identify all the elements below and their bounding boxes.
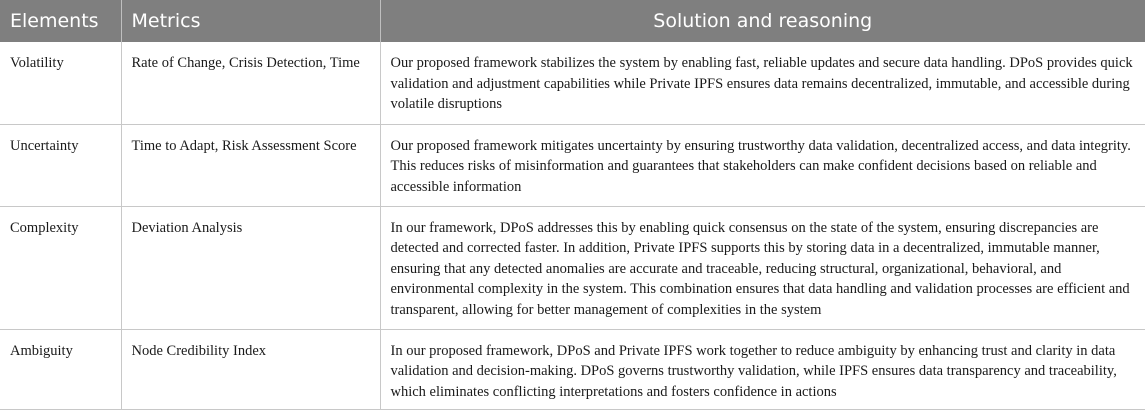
- cell-element: Complexity: [0, 206, 121, 329]
- cell-metrics: Deviation Analysis: [121, 206, 380, 329]
- table-body: [0, 42, 1145, 409]
- cell-element: Ambiguity: [0, 329, 121, 409]
- table-row: [0, 329, 1145, 409]
- cell-metrics: Time to Adapt, Risk Assessment Score: [121, 124, 380, 206]
- cell-solution: Our proposed framework mitigates uncertainty by ensuring trustworthy data validation, decentralized access, and data integrity. This reduces risks of misinformation and guarantees that stakeholders can make confident decisions based on reliable and accessible information: [380, 124, 1145, 206]
- cell-solution: Our proposed framework stabilizes the system by enabling fast, reliable updates and secure data handling. DPoS provides quick validation and adjustment capabilities while Private IPFS ensures data remains decentralized, immutable, and accessible during volatile disruptions: [380, 42, 1145, 124]
- cell-metrics: Rate of Change, Crisis Detection, Time: [121, 42, 380, 124]
- cell-solution: In our proposed framework, DPoS and Private IPFS work together to reduce ambiguity by enhancing trust and clarity in data validation and decision-making. DPoS governs trustworthy validation, while IPFS ensures data transparency and traceability, which eliminates conflicting interpretations and fosters confidence in actions: [380, 329, 1145, 409]
- header-solution: Solution and reasoning: [380, 0, 1145, 42]
- cell-metrics: Node Credibility Index: [121, 329, 380, 409]
- table-row: [0, 206, 1145, 329]
- cell-element: Volatility: [0, 42, 121, 124]
- table-row: [0, 42, 1145, 124]
- header-elements: Elements: [0, 0, 121, 42]
- table-header: [0, 0, 1145, 42]
- table-row: [0, 124, 1145, 206]
- header-metrics: Metrics: [121, 0, 380, 42]
- cell-solution: In our framework, DPoS addresses this by enabling quick consensus on the state of the system, ensuring discrepancies are detected and corrected faster. In addition, Private IPFS supports this by storing data in a decentralized, immutable manner, ensuring that any detected anomalies are accurate and traceable, reducing structural, organizational, behavioral, and environmental complexity in the system. This combination ensures that data handling and validation processes are efficient and transparent, allowing for better management of complexities in the system: [380, 206, 1145, 329]
- header-row: [0, 0, 1145, 42]
- cell-element: Uncertainty: [0, 124, 121, 206]
